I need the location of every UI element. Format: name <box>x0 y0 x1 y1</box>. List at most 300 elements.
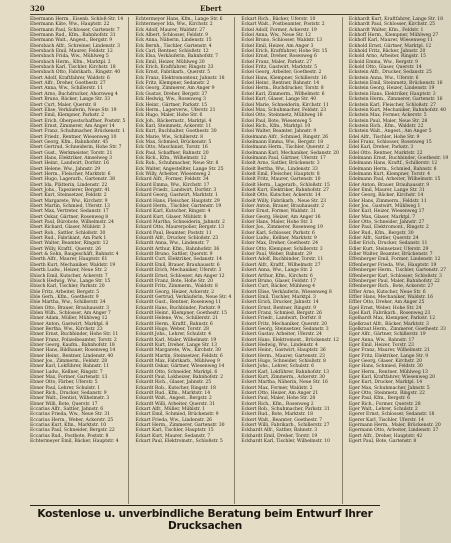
directory-entry: Effler Otto, Dreher, Am Anger 25 <box>348 300 425 306</box>
directory-entry: Eder Georg, Bäcker, Kirchstr. 14 <box>348 193 424 199</box>
directory-entry: Eckelmann Emma, Ww., Bergstr. 18 <box>241 139 324 145</box>
directory-entry: Eckert Hugo, Schneider, Schloßstr. 8 <box>241 359 326 364</box>
directory-entry: Eger Fritz, Elektriker, Lange Str. 9 <box>348 353 429 359</box>
directory-entry: Eckold Otto, Glaser, Querstr. 14 <box>348 65 422 71</box>
directory-entry: Eckert Rob., Schuhmacher, Parkstr. 31 <box>241 407 330 413</box>
directory-entry: Eckstein Herm., Zimmerer, Gartenstr. 16 <box>348 97 443 103</box>
directory-entry: Eckard Karl, Kutscher, Ringstr. 4 <box>135 209 211 215</box>
directory-entry: Eckelt Kurt, Elektriker, Bahnhofstr. 27 <box>241 188 329 193</box>
directory-entry: Eckert Adolf, Buchbinder, Torstr. 11 <box>241 257 324 263</box>
directory-entry: Eger Walt., Lehrer, Schulstr. 2 <box>348 407 418 413</box>
directory-entry: Egermann Otto, Arbeiter, Lindenstr. 37 <box>348 428 439 434</box>
directory-entry: Eck Fritz, Klempner, Sedanstr. 2 <box>135 81 210 87</box>
directory-entry: Eck Willy, Arbeiter, Wiesenweg 2 <box>135 171 211 177</box>
directory-entry: Eckard Kurt, Glaser, Mühlstr. 8 <box>135 214 207 220</box>
directory-entry: Eckardt Heinr., Klempner, Goethestr. 15 <box>135 310 228 316</box>
directory-entry: Eckert Emil, Tischler, Marktpl. 3 <box>241 294 316 300</box>
directory-entry: Ecker Paul, Weber, Bahnstr. 29 <box>241 252 312 258</box>
directory-entry: Edelmann Hans, Kraftf., Schillerstr. 12 <box>348 161 438 167</box>
directory-entry: Eckhardt Alfr., Sattler, Bahnstr. 3 <box>241 428 318 434</box>
directory-entry: Eckardt Johs., Lehrer, Schulstr. 4 <box>135 332 211 338</box>
directory-entry: Eck Adolf, Maurer, Waldstr. 27 <box>135 27 206 33</box>
directory-entry: Eckart Karl, Tischler, Hauptstr. 15 <box>135 428 214 434</box>
directory-entry: Effenberger Herm., Tischler, Gartenstr. 27 <box>348 268 446 274</box>
header-rule <box>30 14 380 15</box>
directory-entry: Eckardt Anna, Ww., Lindenstr. 7 <box>135 241 209 247</box>
directory-entry: Eger Franz, Maurer, Wilhelmstr. 21 <box>348 348 430 354</box>
directory-entry: Ebner Jos., Zimmerm., Feldstr. 28 <box>30 359 108 364</box>
directory-entry: Ebersbach Otto, Fabrikarb., Ringstr. 40 <box>30 70 121 76</box>
directory-entry: Eckel Georg, Arbeiter, Goethestr. 2 <box>241 70 322 76</box>
directory-entry: Eck Max, Schmied, Brückenstr. 5 <box>135 139 212 145</box>
directory-entry: Eckel Heinr., Rentner, Bahnstr. 14 <box>241 81 320 87</box>
directory-entry: Eckert Walt., Beamter, Goethestr. 7 <box>241 417 323 423</box>
directory-entry: Eck Walter, Angestellter, Lange Str. 25 <box>135 166 224 172</box>
directory-entry: Eder Max, Glaser, Marktpl. 7 <box>348 214 416 220</box>
directory-entry: Ebert Friedr., Rentner, Wiesenweg 10 <box>30 134 117 140</box>
directory-entry: Eck Otto, Maschinist, Torstr. 16 <box>135 145 208 151</box>
directory-entry: Eckardt Arthur, Kfm., Bahnhofstr. 36 <box>135 246 220 252</box>
directory-entry: Ebert Gertrud, Schneiderin, Hohe Str. 7 <box>30 145 122 151</box>
directory-entry: Eckert Hedwig, Ww., Lindenstr. 4 <box>241 342 318 348</box>
directory-entry: Eck Rich., Kfm., Wilhelmstr. 12 <box>135 155 207 161</box>
directory-entry: Ebert Franz, Schuhmacher, Brückenstr. 1 <box>30 129 125 135</box>
directory-entry: Eck Rob., Schuhmacher, Neue Str. 8 <box>135 161 219 167</box>
directory-entry: Ebisch Hedwig, Ww., Lange Str. 15 <box>30 278 111 284</box>
directory-entry: Eckardt Helene, Ww., Schillerstr. 21 <box>135 316 219 322</box>
directory-entry: Ebert Margarete, Ww., Kirchstr. 9 <box>30 198 108 204</box>
footer-advert: Kostenlose u. unverbindliche Beratung beim Entwurf Ihrer Drucksachen <box>37 508 373 532</box>
directory-entry: Echtermeyer Hans, Kfm., Lange Str. 6 <box>135 17 223 22</box>
directory-entry: Eckert Hans, Elektromont., Brückenstr. 12 <box>241 337 339 343</box>
directory-entry: Eckardt Emil, Brauer, Brauhausstr. 6 <box>135 262 220 268</box>
directory-entry: Effenberger Paul, Maler, Bahnhofstr. 22 <box>348 278 440 284</box>
directory-entry: Ebert Herm., Fleischer, Marktstr. 6 <box>30 171 111 177</box>
directory-entry: Ecker Karl, Schlosser, Parkstr. 6 <box>241 230 315 236</box>
directory-entry: Echtermeyer Emil, Bäcker, Hauptstr. 4 <box>30 439 119 445</box>
directory-entry: Eckardt Gertrud, Verkäuferin, Neue Str. 4 <box>135 294 232 300</box>
directory-entry: Eckhold Fritz, Bäcker, Jahnstr. 20 <box>348 49 426 55</box>
directory-entry: Eckstein Emil, Steinmetz, Brückenstr. 16 <box>348 81 443 87</box>
directory-entry: Ebert Adolf, Kraftfahrer, Waldstr. 6 <box>30 75 110 81</box>
directory-entry: Eck Joh., Bäckermstr., Marktpl. 4 <box>135 118 212 124</box>
directory-entry: Eckstein Walt., Angest., Am Anger 5 <box>348 129 432 135</box>
directory-entry: Ebermann Paul, Schlosser, Gartenstr. 7 <box>30 27 120 33</box>
directory-entry: Eckardt Bruno, Sattler, Querstr. 9 <box>135 252 213 258</box>
directory-entry: Eckert Elise, Verkäuferin, Wiesenweg 8 <box>241 289 332 295</box>
directory-entry: Eger Alfr., Gärtner, Schillerstr. 19 <box>348 332 426 338</box>
directory-entry: Eckel Hans, Klempner, Schillerstr. 16 <box>241 75 327 81</box>
directory-entry: Ebersbach Karl, Tischler, Kirchstr. 18 <box>30 65 116 71</box>
directory-entry: Eckert Alfr., Kraftf., Wilhelmstr. 27 <box>241 262 321 268</box>
directory-entry: Eckard Alfr., Former, Feldstr. 34 <box>135 177 209 183</box>
directory-entry: Eckardt Karl, Maler, Wilhelmstr. 19 <box>135 337 217 343</box>
directory-entry: Eckhardt Kurt, Kraftfahrer, Lange Str. 18 <box>348 17 444 22</box>
directory-entry: Ecker Hans, Maler, Hohe Str. 3 <box>241 220 313 226</box>
directory-entry: Ebner Hans, Bildhauer, Rosenweg 14 <box>30 348 116 354</box>
directory-entry: Eckel Fritz, Gastwirt, Marktstr. 5 <box>241 65 317 71</box>
directory-entry: Eckel Max, Schuhmacher, Feldstr. 23 <box>241 107 327 113</box>
directory-entry: Eckert Otto, Heizer, Am Anger 21 <box>241 391 319 397</box>
directory-entry: Eckardt Alfr., Drucker, Schloßstr. 23 <box>135 236 219 242</box>
directory-entry: Eder Karl, Heizer, Wiesenweg 17 <box>348 209 425 215</box>
directory-entry: Eckold Emma, Ww., Bergstr. 9 <box>348 59 418 65</box>
directory-entry: Eckhardt Emil, Dreher, Torstr. 19 <box>241 433 318 439</box>
directory-entry: Eckardt Kurt, Dreher, Lange Str. 13 <box>135 342 217 348</box>
directory-entry: Eckel Paul, Bote, Wiesenweg 5 <box>241 118 312 124</box>
directory-entry: Ebisch Emil, Kutscher, Ackerstr. 7 <box>30 273 108 279</box>
directory-entry: Eckel Bruno, Schlosser, Waldstr. 13 <box>241 38 323 44</box>
directory-entry: Eccarius Alfr., Sattler, Jahnstr. 6 <box>30 407 104 413</box>
directory-entry: Eckhardt Walter, Kfm., Feldstr. 1 <box>348 27 424 33</box>
directory-entry: Eckel Walter, Beamter, Jahnstr. 9 <box>241 129 317 135</box>
directory-column-1 <box>30 17 129 504</box>
directory-entry: Egerer Ernst, Schlosser, Sedanstr. 18 <box>348 412 435 418</box>
directory-entry: Eckert Heinr., Gastwirt, Hauptstr. 36 <box>241 348 326 354</box>
directory-entry: Ebert Helene, Ww., Jahnstr. 29 <box>30 166 101 172</box>
directory-entry: Ecker Georg, Heizer, Am Anger 16 <box>241 214 321 220</box>
directory-entry: Edelmann Kurt, Klempner, Torstr. 4 <box>348 171 430 177</box>
directory-entry: Ebert Walter, Beamter, Ringstr. 12 <box>30 241 109 247</box>
directory-entry: Effenberger Frieda, Ww., Hauptstr. 19 <box>348 262 437 268</box>
directory-entry: Eble Martha, Ww., Schillerstr. 34 <box>30 300 106 306</box>
directory-entry: Eckert Erich, Drucker, Jahnstr. 14 <box>241 300 319 306</box>
directory-entry: Eckard Herm., Tischler, Gartenstr. 19 <box>135 204 222 210</box>
directory-entry: Eder Rud., Kfm., Bergstr. 30 <box>348 230 414 236</box>
directory-entry: Eckelt Herm., Lagerarb., Schloßstr. 15 <box>241 182 330 188</box>
directory-entry: Eck Bernh., Tischler, Gartenstr. 4 <box>135 43 212 49</box>
directory-entry: Edel Otto, Rentner, Marktstr. 22 <box>348 150 423 156</box>
directory-entry: Ebner Paul, Lehrer, Schulstr. 1 <box>30 385 101 391</box>
directory-entry: Ebner Karl, Lokführer, Bahnstr. 11 <box>30 364 110 370</box>
directory-entry: Eckard Emma, Ww., Kirchstr. 17 <box>135 182 210 188</box>
directory-entry: Eckert Karl, Lokführer, Bahnhofstr. 13 <box>241 369 329 375</box>
directory-entry: Ebert Emil, Klempner, Parkstr. 2 <box>30 113 105 119</box>
directory-entry: Eckardt Martin, Steinsetzer, Feldstr. 6 <box>135 353 223 359</box>
directory-entry: Eckel Adolf, Former, Ackerstr. 19 <box>241 27 317 33</box>
directory-column-4 <box>349 17 451 504</box>
directory-entry: Eder Otto, Schneider, Jahnstr. 27 <box>348 220 425 226</box>
directory-entry: Ebert Curt, Maler, Querstr. 8 <box>30 102 97 108</box>
directory-entry: Eck Emil, Heizer, Mühlweg 20 <box>135 59 205 65</box>
directory-entry: Eckelmann Herm., Tischler, Querstr. 2 <box>241 145 330 151</box>
directory-entry: Eckhardt Karl, Tischler, Wilhelmstr. 10 <box>241 439 330 445</box>
directory-entry: Eckart Rich., Bäcker, Uferstr. 10 <box>241 17 316 22</box>
directory-entry: Egelhardt Max, Klempner, Parkstr. 12 <box>348 316 436 322</box>
directory-entry: Ebermann Herm., Eisenb. Schloß-Str. 14 <box>30 17 124 22</box>
directory-entry: Eckhoff Herm., Klempner, Mühlweg 27 <box>348 33 439 39</box>
directory-entry: Eckstein Georg, Heizer, Lindenstr. 19 <box>348 86 435 92</box>
directory-entry: Eckart Kurt, Maurer, Sedanstr. 7 <box>135 433 211 439</box>
directory-entry: Egelkraut Herm., Zimmerer, Goethestr. 33 <box>348 326 446 332</box>
footer-rule <box>30 505 380 506</box>
directory-entry: Edler Kurt, Steinsetzer, Uferstr. 29 <box>348 246 429 252</box>
directory-entry: Eger Georg, Glaser, Kirchstr. 20 <box>348 359 422 364</box>
directory-entry: Ebersbach Herm., Kfm., Marktpl. 2 <box>30 59 111 65</box>
directory-entry: Eccarius Frieda, Ww., Neue Str. 31 <box>30 412 110 418</box>
directory-entry: Ebert Anna, Ww., Schillerstr. 11 <box>30 86 103 92</box>
directory-entry: Eckel Marie, Schneiderin, Kirchstr. 11 <box>241 102 329 108</box>
directory-entry: Eckart Herm., Zimmerer, Gartenstr. 30 <box>135 423 225 429</box>
directory-entry: Eckart Walt., Postbeamter, Poststr. 2 <box>241 22 325 28</box>
directory-entry: Eck Ernst, Fabrikarb., Querstr. 5 <box>135 70 211 76</box>
directory-entry: Ebert Martin, Schmied, Uferstr. 13 <box>30 204 110 210</box>
directory-entry: Eckelt Otto, Kutscher, Ackerstr. 14 <box>241 193 321 199</box>
directory-entry: Eckert Curt, Bäcker, Mühlweg 4 <box>241 284 316 290</box>
directory-entry: Eck Franz, Elektromonteur, Jahnstr. 18 <box>135 75 225 81</box>
directory-entry: Eckard Hans, Fleischer, Hauptstr. 29 <box>135 198 220 204</box>
directory-entry: Eckardt Rud., Kfm., Marktstr. 14 <box>135 391 211 397</box>
directory-entry: Egert Alfr., Dreher, Hauptstr. 42 <box>348 433 423 439</box>
directory-entry: Ebert Richard, Glaser, Mühlstr. 3 <box>30 225 106 231</box>
directory-entry: Eck Hugo, Maler, Hohe Str. 6 <box>135 113 203 119</box>
directory-entry: Ebert Kurt, Steinsetzer, Feldstr. 2 <box>30 193 107 199</box>
directory-entry: Eckelmann Karl, Mechaniker, Sedanstr. 20 <box>241 150 339 156</box>
directory-entry: Eckel Erich, Kraftfahrer, Hohe Str. 15 <box>241 49 328 55</box>
directory-entry: Eckstein Rich., Kfm., Waldstr. 22 <box>348 123 424 129</box>
directory-entry: Ecker Otto, Klempner, Schillerstr. 3 <box>241 246 323 252</box>
directory-entry: Edel Alfr., Tischler, Hohe Str. 9 <box>348 134 420 140</box>
directory-entry: Eckstein Hans, Elektriker, Hauptstr. 3 <box>348 91 436 97</box>
directory-entry: Eccarius Kurt, Kfm., Marktstr. 10 <box>30 423 107 429</box>
directory-entry: Egerer Karl, Tischler, Uferstr. 14 <box>348 417 424 423</box>
directory-entry: Eder Hans, Zimmerm., Feldstr. 11 <box>348 198 427 204</box>
directory-entry: Eckardt Georg, Heizer, Ackerstr. 2 <box>135 289 215 295</box>
directory-entry: Ebert Max, Vertreter, Sedanstr. 17 <box>30 209 109 215</box>
directory-entry: Eckert Rud., Bote, Marktstr. 18 <box>241 412 313 418</box>
directory-entry: Eckstein Anna, Ww., Uferstr. 6 <box>348 75 419 81</box>
directory-entry: Eckert Max, Former, Waldstr. 2 <box>241 385 313 391</box>
directory-entry: Eckardt Erich, Mechaniker, Uferstr. 3 <box>135 268 222 274</box>
directory-entry: Eckert Johs., Lehrer, Schulstr. 6 <box>241 364 314 370</box>
directory-entry: Eckel Emil, Heizer, Am Anger 3 <box>241 43 314 49</box>
directory-entry: Ecker Anton, Brauer, Brauhausstr. 2 <box>241 204 325 210</box>
directory-entry: Eger Herm., Rentner, Mühlweg 13 <box>348 369 428 375</box>
directory-entry: Eger Hans, Schmied, Feldstr. 30 <box>348 364 423 370</box>
directory-entry: Eger Anna, Ww., Bahnstr. 17 <box>348 337 415 343</box>
directory-entry: Eckart Frieda, Ww., Lindenstr. 26 <box>135 417 213 423</box>
directory-entry: Eckert Bruno, Glaser, Feldstr. 17 <box>241 278 317 284</box>
directory-entry: Egel Karl, Fabrikarb., Rosenweg 23 <box>348 310 431 316</box>
directory-entry: Echtermeyer Ida, Ww., Kirchstr. 2 <box>135 22 213 28</box>
directory-entry: Ebert Ida, Plätterin, Lindenstr. 22 <box>30 182 108 188</box>
directory-entry: Eckhoff Karl, Maurer, Wiesenweg 11 <box>348 38 433 44</box>
directory-entry: Eder Paul, Elektromont., Ringstr. 2 <box>348 225 429 231</box>
directory-entry: Edler Walter, Beamter, Brückenstr. 7 <box>348 252 433 258</box>
directory-entry: Eberth Kurt, Mechaniker, Waldstr. 19 <box>30 262 116 268</box>
directory-entry: Eckard Friedr., Landwirt, Dorfstr. 3 <box>135 188 217 193</box>
directory-entry: Eckert Georg, Steinsetzer, Sedanstr. 3 <box>241 326 329 332</box>
directory-entry: Eck Erich, Kraftfahrer, Ringstr. 33 <box>135 65 214 71</box>
directory-entry: Eckert Martha, Näherin, Neue Str. 16 <box>241 380 328 386</box>
directory-entry: Eck Kurt, Buchhalter, Goethestr. 30 <box>135 129 217 135</box>
directory-entry: Ebert Heinr., Landwirt, Dorfstr. 16 <box>30 161 110 167</box>
directory-entry: Eckardt Rich., Glaser, Jahnstr. 25 <box>135 380 212 386</box>
directory-entry: Eckert Franz, Schmied, Bergstr. 26 <box>241 310 322 316</box>
directory-entry: Eckstein Alfr., Drucker, Sedanstr. 25 <box>348 70 432 76</box>
directory-entry: Ecker Ludw., Kellner, Marktstr. 9 <box>241 236 317 242</box>
directory-entry: Ebner Ludw., Kellner, Ringstr. 7 <box>30 369 103 375</box>
directory-entry: Ebert Rud., Fabrikant, Am Park 1 <box>30 236 107 242</box>
directory-entry: Eger Otto, Steinmetz, Ringstr. 22 <box>348 391 425 397</box>
directory-entry: Eccarius Rud., Postbote, Poststr. 8 <box>30 433 109 439</box>
directory-entry: Ebner Ernst, Buchbinder, Hohe Str. 11 <box>30 332 119 338</box>
directory-entry: Ebner Heinr., Rentner, Lindenstr. 40 <box>30 353 114 359</box>
directory-entry: Eckard Paul, Beamter, Poststr. 11 <box>135 230 212 236</box>
directory-entry: Ecker Max, Dreher, Goethestr. 24 <box>241 241 318 247</box>
directory-entry: Ebert Ernst, Zimmerer, Am Anger 14 <box>30 123 115 129</box>
directory-entry: Eblen Wilh., Schlosser, Am Anger 7 <box>30 310 111 316</box>
directory-entry: Edler Alfr., Sattler, Querstr. 24 <box>348 236 419 242</box>
directory-entry: Ecker Jos., Zimmerer, Rosenweg 19 <box>241 225 323 231</box>
directory-entry: Eckardt Oskar, Gärtner, Wiesenweg 14 <box>135 364 225 370</box>
directory-entry: Ebert Georg, Kfm., Bahnhofstr. 45 <box>30 139 109 145</box>
directory-entry: Eberth Alfr., Maurer, Hauptstr. 61 <box>30 257 108 263</box>
directory-entry: Eckstein Paul, Maler, Neue Str. 28 <box>348 118 428 124</box>
directory-entry: Eckardt Gust., Rentner, Rosenweg 11 <box>135 300 222 306</box>
directory-entry: Ebner Anton, Gastwirt, Marktpl. 8 <box>30 321 109 327</box>
directory-entry: Eckert Fritz, Mechaniker, Querstr. 20 <box>241 321 327 327</box>
directory-entry: Eckart Emil, Schmied, Brückenstr. 9 <box>135 412 219 418</box>
directory-entry: Eder Jos., Gastwirt, Mühlweg 1 <box>348 204 421 210</box>
directory-entry: Eckel Rich., Kfm., Marktpl. 10 <box>241 123 311 129</box>
directory-entry: Effler Hans, Mechaniker, Waldstr. 16 <box>348 294 433 300</box>
directory-entry: Eger Rich., Former, Querstr. 28 <box>348 401 421 407</box>
directory-entry: Ebert Arno, Buchdrucker, Ahornweg 4 <box>30 91 118 97</box>
directory-entry: Eckardt Otto, Schneider, Marktpl. 6 <box>135 369 218 375</box>
directory-entry: Ebersbach Frida, Ww., Mühlweg 5 <box>30 54 109 60</box>
directory-entry: Eckhardt Paul, Schlosser, Kirchstr. 25 <box>348 22 435 28</box>
directory-entry: Eckardt Max, Fabrikarb., Mühlweg 9 <box>135 359 220 364</box>
directory-entry: Ebert Elise, Verkäuferin, Neue Str. 19 <box>30 107 117 113</box>
directory-entry: Ebert & Sohn, Baugeschäft, Bahnstr. 4 <box>30 252 119 258</box>
directory-entry: Eckert Herm., Maurer, Gartenstr. 23 <box>241 353 325 359</box>
directory-entry: Eccarius Herm., Weber, Ackerstr. 25 <box>30 417 114 423</box>
directory-entry: Eckardt Rob., Kutscher, Ringstr. 18 <box>135 385 216 391</box>
directory-entry: Eger Kurt, Drucker, Marktpl. 14 <box>348 380 423 386</box>
directory-entry: Eblen Otto, Brauer, Brauhausstr. 3 <box>30 305 109 311</box>
directory-entry: Eckert Paul, Maler, Hohe Str. 28 <box>241 396 316 402</box>
directory-entry: Eckardt Hugo, Weber, Torstr. 28 <box>135 326 209 332</box>
directory-entry: Eck Paul, Schaffner, Bahnstr. 20 <box>135 150 209 156</box>
directory-entry: Edel Karl, Dreher, Parkstr. 3 <box>348 145 414 151</box>
directory-entry: Eck Hedwig, Ww., Rosenweg 3 <box>135 97 206 103</box>
directory-entry: Eck Heinr., Gärtner, Parkstr. 15 <box>135 102 208 108</box>
directory-entry: Eger Karl, Kraftfahrer, Wiesenweg 20 <box>348 375 436 381</box>
directory-entry: Ebert Hugo, Lagerarb., Gartenstr. 38 <box>30 177 115 183</box>
directory-columns <box>30 17 449 504</box>
directory-entry: Ebner Walt., Dentist, Wilhelmstr. 3 <box>30 396 110 402</box>
directory-entry: Eckelt Arno, Sattler, Brückenstr. 3 <box>241 161 320 167</box>
directory-entry: Ebert Rob., Sattler, Schloßstr. 30 <box>30 230 106 236</box>
directory-entry: Effenberger Karl, Schlosser, Schloßstr. 3 <box>348 273 442 279</box>
directory-entry: Ebner Georg, Kaufm., Bahnhofstr. 18 <box>30 342 115 348</box>
directory-entry: Ebert Willy, Kraftf., Querstr. 26 <box>30 246 101 252</box>
directory-entry: Eckardt Willi, Arbeiter, Querstr. 31 <box>135 401 215 407</box>
directory-entry: Eckert Willi, Fabrikarb., Schillerstr. 27 <box>241 423 330 429</box>
directory-entry: Eccarius Paul, Schneider, Bergstr. 22 <box>30 428 115 434</box>
directory-entry: Eble Fritz, Arbeiter, Bergstr. 5 <box>30 289 100 295</box>
directory-entry: Eckel Anna, Ww., Neue Str. 12 <box>241 33 311 39</box>
directory-entry: Ebert Hans, Elektriker, Amselweg 3 <box>30 155 112 161</box>
directory-entry: Ebner Bertha, Ww., Kirchstr. 23 <box>30 326 103 332</box>
directory-entry: Eckard Martha, Schneiderin, Jahnstr. 2 <box>135 220 225 226</box>
directory-entry: Eckart Paul, Elektromstr., Schloßstr. 5 <box>135 439 223 445</box>
directory-column-3 <box>241 17 343 504</box>
directory-entry: Eckelt Willy, Fabrikarb., Neue Str. 23 <box>241 198 327 204</box>
directory-entry: Eckstein Kurt, Mechaniker, Bahnhofstr. 40 <box>348 107 446 113</box>
directory-entry: Eckardt Curt, Elektriker, Sedanstr. 14 <box>135 257 222 263</box>
directory-entry: Ebersbach Emil, Maurer, Feldstr. 12 <box>30 49 113 55</box>
directory-entry: Eckelmann Alfr., Schmied, Ringstr. 26 <box>241 134 328 140</box>
directory-entry: Ebisch Karl, Tischler, Parkstr. 20 <box>30 284 105 290</box>
directory-entry: Edelmann Herm., Schmied, Bahnstr. 8 <box>348 166 437 172</box>
directory-entry: Eck Albert, Schlosser, Feldstr. 9 <box>135 33 209 39</box>
directory-entry: Eckardt Paul, Lokheizer, Bahnhofstr. 2 <box>135 375 223 381</box>
directory-entry: Eck Georg, Zimmerer, Am Anger 9 <box>135 86 215 92</box>
directory-entry: Effenberger Rich., Bote, Ackerstr. 27 <box>348 284 434 290</box>
directory-entry: Eckert Ernst, Rentner, Ringstr. 9 <box>241 305 317 311</box>
directory-entry: Ebert Gust., Werkmeister, Torstr. 21 <box>30 150 113 156</box>
directory-entry: Ebner Adam, Müller, Mühlweg 12 <box>30 316 108 322</box>
directory-entry: Eble Gerh., Kfm., Goethestr. 9 <box>30 294 99 300</box>
directory-entry: Eder Emil, Maurer, Lange Str. 31 <box>348 188 425 193</box>
directory-entry: Effenberger Emil, Former, Lindenstr. 12 <box>348 257 441 263</box>
running-head: Ebert <box>200 4 222 13</box>
directory-entry: Eckel Ernst, Dreher, Rosenweg 6 <box>241 54 317 60</box>
directory-entry: Eck Carl, Rentner, Schloßstr. 12 <box>135 49 209 55</box>
directory-entry: Eckelmann Paul, Gärtner, Uferstr. 17 <box>241 155 326 161</box>
directory-entry: Ebert Erich, Oberpostschaffner, Poststr. 5 <box>30 118 126 124</box>
directory-entry: Eckelt Fritz, Maurer, Gartenstr. 10 <box>241 177 321 183</box>
directory-entry: Eckert Gustav, Arbeiter, Uferstr. 24 <box>241 332 322 338</box>
directory-entry: Eckert Anna, Ww., Lange Str. 2 <box>241 268 313 274</box>
directory-entry: Edelmann Paul, Arbeiter, Wilhelmstr. 15 <box>348 177 441 183</box>
directory-entry: Eck Anna, Näherin, Lindenstr. 15 <box>135 38 212 44</box>
directory-entry: Eck Elsa, Verkäuferin, Bahnhofstr. 7 <box>135 54 219 60</box>
directory-entry: Eck Gustav, Dreher, Bergstr. 37 <box>135 91 208 97</box>
directory-entry: Eger Emil, Heizer, Torstr. 23 <box>348 342 414 348</box>
directory-entry: Egert Paul, Bote, Gartenstr. 8 <box>348 439 417 445</box>
directory-entry: Ebert Oskar, Gärtner, Rosenweg 8 <box>30 214 109 220</box>
directory-entry: Eckert Kurt, Zimmerm., Ackerstr. 30 <box>241 375 326 381</box>
directory-entry: Eckert Arthur, Kfm., Kirchstr. 6 <box>241 273 313 279</box>
directory-entry: Eckert Rich., Kfm., Rosenweg 2 <box>241 401 314 407</box>
directory-entry: Eckardt Fritz, Zimmerm., Waldstr. 8 <box>135 284 218 290</box>
directory-entry: Ebert Johs., Tapezierer, Bergstr. 41 <box>30 188 111 193</box>
directory-entry: Ebermann Rud., Kfm., Bahnhofstr. 31 <box>30 33 116 39</box>
directory-entry: Eckelt Bertha, Ww., Lindenstr. 33 <box>241 166 318 172</box>
directory-entry: Ebermann Walt., Angest., Bergstr. 9 <box>30 38 113 44</box>
directory-entry: Eckstein Karl, Fleischer, Schloßstr. 27 <box>348 102 436 108</box>
directory-entry: Eckard Georg, Gastwirt, Marktstr. 1 <box>135 193 218 199</box>
directory-entry: Eckhold Ernst, Gärtner, Marktpl. 12 <box>348 43 432 49</box>
directory-entry: Eck Herm., Lagerverw., Uferstr. 21 <box>135 107 216 113</box>
directory-entry: Eckardt Hans, Buchbinder, Parkstr. 9 <box>135 305 221 311</box>
directory-entry: Egelkraut Alfr., Bäcker, Marktstr. 3 <box>348 321 429 327</box>
directory-entry: Egermann Herm., Maler, Brückenstr. 20 <box>348 423 441 429</box>
directory-entry: Ebner Willi, Bote, Querstr. 17 <box>30 401 98 407</box>
directory-entry: Eckel Franz, Maler, Parkstr. 27 <box>241 59 313 65</box>
directory-entry: Ebner Max, Former, Gartenstr. 13 <box>30 375 108 381</box>
directory-entry: Eck Marie, Ww., Schillerstr. 8 <box>135 134 203 140</box>
directory-entry: Eckel Kurt, Glaser, Lange Str. 40 <box>241 97 317 103</box>
directory-entry: Eder Anton, Brauer, Brauhausstr. 9 <box>348 182 430 188</box>
directory-entry: Eckardt Margarete, Ww., Kirchstr. 30 <box>135 348 221 354</box>
directory-entry: Eckardt Herm., Kraftf., Bahnstr. 6 <box>135 321 213 327</box>
directory-column-2 <box>135 17 235 504</box>
directory-entry: Ebner Franz, Polizeibeamter, Torstr. 2 <box>30 337 117 343</box>
